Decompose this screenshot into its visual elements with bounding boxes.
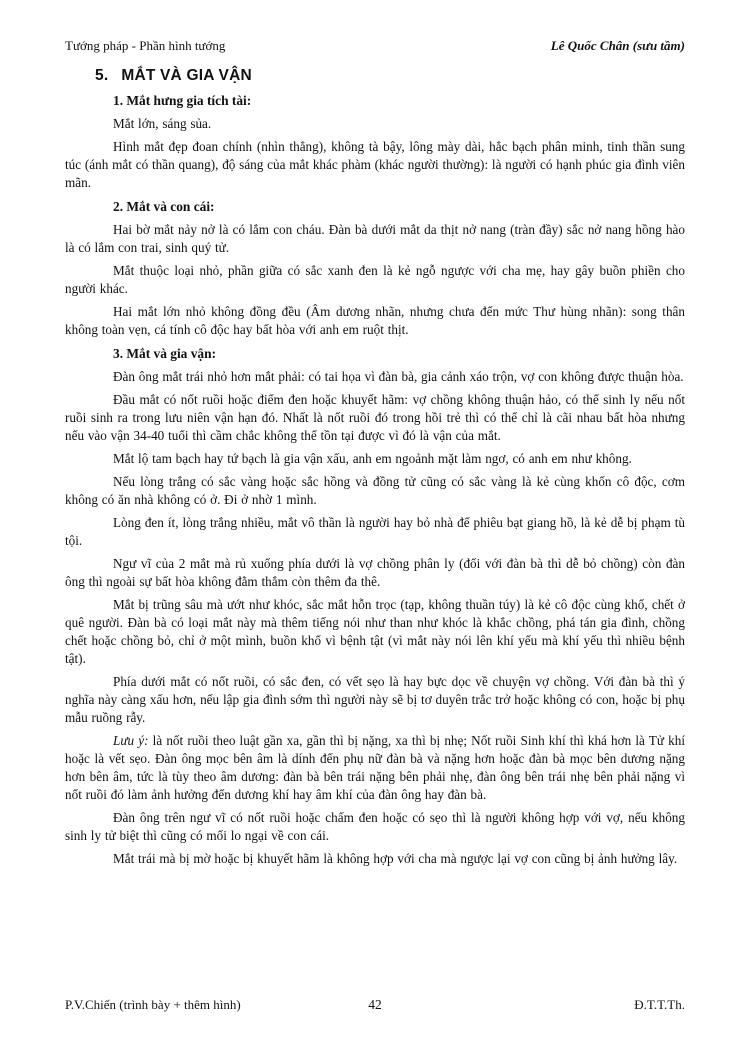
paragraph: Hai mắt lớn nhỏ không đồng đều (Âm dương nhãn, nhưng chưa đến mức Thư hùng nhãn): song thân không toàn vẹn, cá tính cô độc hay bất hòa với anh em ruột thịt. (65, 304, 685, 337)
paragraph: Mắt lớn, sáng sủa. (113, 116, 212, 131)
chapter-title (95, 66, 685, 86)
section-paragraphs (65, 115, 685, 192)
header-author: Lê Quốc Chân (sưu tầm) (550, 38, 685, 53)
chapter-number: 5. (95, 67, 109, 84)
section-heading: 2. Mắt và con cái: (113, 199, 215, 214)
paragraph: Mắt lộ tam bạch hay tứ bạch là gia vận xấu, anh em ngoảnh mặt làm ngơ, có anh em như không. (113, 451, 632, 466)
section (65, 198, 685, 339)
section-paragraphs (65, 221, 685, 339)
paragraph: Mắt bị trũng sâu mà ướt như khóc, sắc mắt hỗn trọc (tạp, không thuần túy) là kẻ cô độc cùng khổ, chết ở quê người. Đàn bà có loại mắt này mà thêm tiếng nói như than như khóc là khắc chồng, phá tán gia đình, chồng chết hoặc chồng bỏ, chỉ ở một mình, buồn khổ vì bệnh tật (vì mắt này nói lên khí yếu mà khí yếu thì nhiều bệnh tật). (65, 597, 685, 666)
section-heading: 1. Mắt hưng gia tích tài: (113, 93, 252, 108)
section (65, 345, 685, 868)
paragraph: Mắt thuộc loại nhỏ, phần giữa có sắc xanh đen là kẻ ngỗ ngược với cha mẹ, hay gây buồn phiền cho người khác. (65, 263, 685, 296)
paragraph: Nếu lòng trắng có sắc vàng hoặc sắc hồng và đồng tử cũng có sắc vàng là kẻ cùng khốn cô độc, cơm không có ăn nhà không có ở. Đi ở nhờ 1 mình. (65, 474, 685, 507)
sections (65, 92, 685, 868)
paragraph: Đàn ông mắt trái nhỏ hơn mắt phải: có tai họa vì đàn bà, gia cảnh xáo trộn, vợ con không được thuận hòa. (113, 369, 684, 384)
chapter-title-text: MẮT VÀ GIA VẬN (121, 67, 252, 84)
paragraph: Đầu mắt có nốt ruồi hoặc điểm đen hoặc khuyết hãm: vợ chồng không thuận hảo, có thể sinh ly nếu nốt ruồi sinh ra trong lưu niên vận hạn đó. Nhất là nốt ruồi đó trong hồi trẻ thì có thể chỉ là cãi nhau bất hòa nhưng nếu vào vận 34-40 tuổi thì cầm chắc không thể tồn tại được vì đó là vận của mắt. (65, 392, 685, 443)
footer-credit-left: P.V.Chiến (trình bày + thêm hình) (65, 997, 241, 1012)
section (65, 92, 685, 192)
paragraph: Đàn ông trên ngư vĩ có nốt ruồi hoặc chấm đen hoặc có sẹo thì là người không hợp với vợ, nếu không sinh ly tử biệt thì cũng có mối lo ngại về con cái. (65, 810, 685, 843)
section-heading: 3. Mắt và gia vận: (113, 346, 217, 361)
paragraph-italic-lead: Lưu ý: (113, 733, 149, 748)
paragraph: Hai bờ mắt nảy nở là có lắm con cháu. Đàn bà dưới mắt da thịt nở nang (tràn đầy) sắc nở nang hồng hào là có lắm con trai, sinh quý tử. (65, 222, 685, 255)
section-paragraphs (65, 368, 685, 868)
paragraph: Phía dưới mắt có nốt ruồi, có sắc đen, có vết sẹo là hay bực dọc về chuyện vợ chồng. Với đàn bà thì ý nghĩa này càng xấu hơn, nếu lập gia đình sớm thì người này sẽ bị tơ duyên trắc trở hoặc không có con, hoặc bị phụ mẫu ruồng rẫy. (65, 674, 685, 725)
paragraph: Ngư vĩ của 2 mắt mà rủ xuống phía dưới là vợ chồng phân ly (đối với đàn bà thì dễ bỏ chồng) còn đàn ông thì ngoài sự bất hòa không đằm thắm còn thêm đa thê. (65, 556, 685, 589)
paragraph: Mắt trái mà bị mờ hoặc bị khuyết hãm là không hợp với cha mà ngược lại vợ con cũng bị ảnh hưởng lây. (113, 851, 678, 866)
page-header (65, 38, 685, 54)
paragraph: Hình mắt đẹp đoan chính (nhìn thẳng), không tà bậy, lông mày dài, hắc bạch phân minh, tinh thần sung túc (ánh mắt có thần quang), độ sáng của mắt khác phàm (khác người thường): là người có hạnh phúc gia đình viên mãn. (65, 139, 685, 190)
header-book-title: Tướng pháp - Phần hình tướng (65, 38, 226, 53)
footer-credit-right: Đ.T.T.Th. (634, 997, 685, 1012)
paragraph: Lưu ý: là nốt ruồi theo luật gần xa, gần thì bị nặng, xa thì bị nhẹ; Nốt ruồi Sinh khí thì khá hơn là Tử khí hoặc là vết sẹo. Đàn ông mọc bên âm là dính đến phụ nữ đàn bà và nặng hơn hoặc đàn bà mọc bên dương nặng hơn bên âm, tức là tùy theo âm dương: đàn bà bên trái nặng bên phải nhẹ, đàn ông bên trái nhẹ bên phải nặng vì nốt ruồi đó làm ảnh hưởng đến dương khí hay âm khí của đàn ông hay đàn bà. (65, 733, 685, 802)
page-number: 42 (368, 997, 382, 1012)
paragraph: Lòng đen ít, lòng trắng nhiều, mắt vô thần là người hay bỏ nhà để phiêu bạt giang hồ, là kẻ dễ bị phạm tù tội. (65, 515, 685, 548)
